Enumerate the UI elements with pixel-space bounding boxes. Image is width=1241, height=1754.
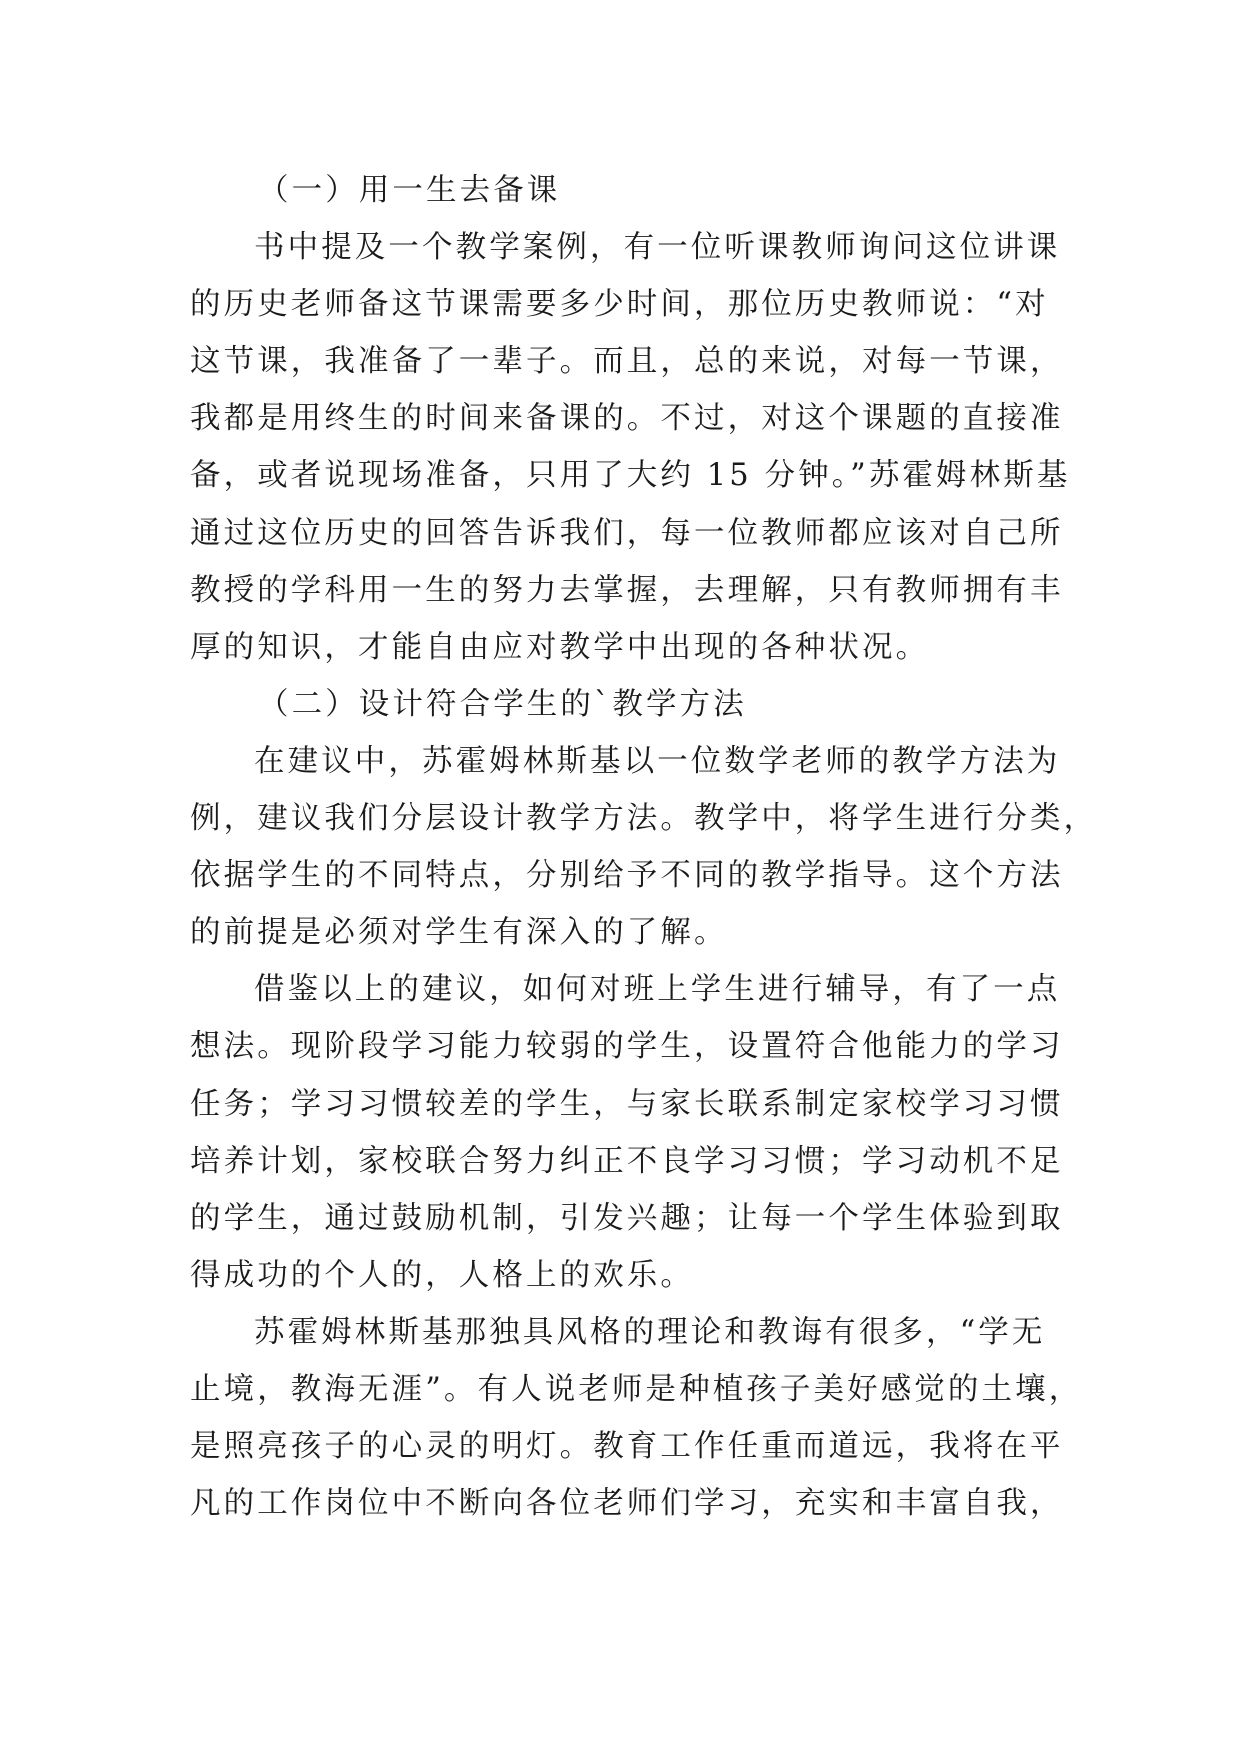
document-body: [190, 162, 1098, 1532]
paragraph-line: 得成功的个人的，人格上的欢乐。: [190, 1257, 694, 1293]
paragraph-line: 备，或者说现场准备，只用了大约 15 分钟。”苏霍姆林斯基: [190, 458, 1071, 494]
paragraph-line: 培养计划，家校联合努力纠正不良学习习惯；学习动机不足: [190, 1143, 1064, 1179]
paragraph-line: 依据学生的不同特点，分别给予不同的教学指导。这个方法: [190, 858, 1064, 894]
section-heading-1: （一）用一生去备课: [258, 173, 561, 208]
paragraph-line: 厚的知识，才能自由应对教学中出现的各种状况。: [190, 629, 930, 665]
paragraph-line: 通过这位历史的回答告诉我们，每一位教师都应该对自己所: [190, 515, 1064, 551]
paragraph-line: 是照亮孩子的心灵的明灯。教育工作任重而道远，我将在平: [190, 1429, 1064, 1465]
paragraph-line: 的历史老师备这节课需要多少时间，那位历史教师说：“对: [190, 287, 1049, 323]
paragraph-line: 在建议中，苏霍姆林斯基以一位数学老师的教学方法为: [254, 743, 1061, 779]
paragraph-line: 书中提及一个教学案例，有一位听课教师询问这位讲课: [254, 230, 1061, 266]
paragraph-line: 止境，教海无涯”。有人说老师是种植孩子美好感觉的土壤，: [190, 1371, 1083, 1407]
paragraph-line: 苏霍姆林斯基那独具风格的理论和教诲有很多，“学无: [254, 1314, 1046, 1350]
paragraph-line: 任务；学习习惯较差的学生，与家长联系制定家校学习习惯: [190, 1086, 1064, 1122]
paragraph-line: 凡的工作岗位中不断向各位老师们学习，充实和丰富自我，: [190, 1486, 1064, 1522]
paragraph-line: 借鉴以上的建议，如何对班上学生进行辅导，有了一点: [254, 972, 1061, 1008]
paragraph-line: 这节课，我准备了一辈子。而且，总的来说，对每一节课，: [190, 344, 1064, 380]
paragraph-line: 我都是用终生的时间来备课的。不过，对这个课题的直接准: [190, 401, 1064, 437]
section-heading-2: （二）设计符合学生的`教学方法: [258, 686, 747, 722]
paragraph-line: 教授的学科用一生的努力去掌握，去理解，只有教师拥有丰: [190, 572, 1064, 608]
paragraph-line: 例，建议我们分层设计教学方法。教学中，将学生进行分类，: [190, 801, 1098, 837]
paragraph-line: 的学生，通过鼓励机制，引发兴趣；让每一个学生体验到取: [190, 1200, 1064, 1236]
paragraph-line: 的前提是必须对学生有深入的了解。: [190, 915, 728, 951]
paragraph-line: 想法。现阶段学习能力较弱的学生，设置符合他能力的学习: [190, 1029, 1064, 1065]
